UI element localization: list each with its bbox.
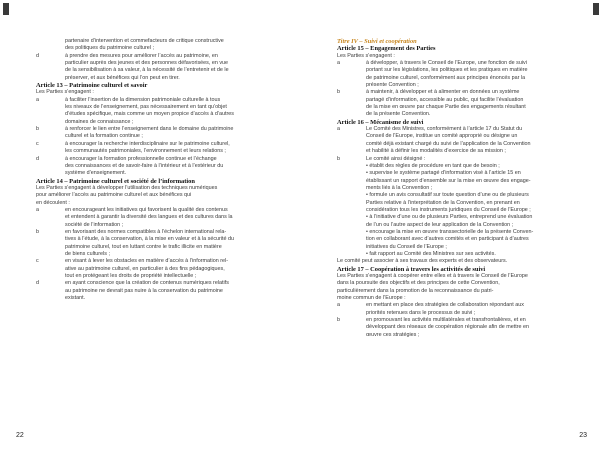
text-line: les niveaux de l’enseignement, pas nécessairement en tant qu’objet xyxy=(65,104,227,111)
list-marker: c xyxy=(36,258,39,265)
paragraph xyxy=(36,89,272,96)
paragraph xyxy=(337,273,577,302)
list-item-body xyxy=(348,89,577,118)
list-item-body xyxy=(348,302,577,317)
list-item-body xyxy=(47,156,272,178)
list-item-body xyxy=(348,60,577,89)
list-item xyxy=(36,207,272,229)
text-line: comité déjà existant chargé du suivi de l’application de la Convention xyxy=(366,140,531,147)
list-item-body xyxy=(47,53,272,82)
text-line: les communautés patrimoniales, l’environnement et leurs relations ; xyxy=(65,148,226,155)
list-marker: b xyxy=(36,228,39,235)
list-marker: a xyxy=(36,206,39,213)
text-line: établissant un rapport d’ensemble sur la mise en œuvre des engage- xyxy=(366,177,531,184)
text-line: de biens culturels ; xyxy=(65,250,110,257)
list-item-body xyxy=(348,156,577,259)
text-line: en visant à lever les obstacles en matière d’accès à l’information rel- xyxy=(65,258,228,265)
text-line: • à l’initiative d’une ou de plusieurs Parties, entreprend une évaluation xyxy=(366,214,533,221)
text-line: Les Parties s’engagent : xyxy=(337,52,395,59)
text-line: Le comité peut associer à ses travaux des experts et des observateurs. xyxy=(337,258,508,265)
list-marker: b xyxy=(337,89,340,96)
list-marker: b xyxy=(337,155,340,162)
page-edge-marker xyxy=(593,3,599,15)
list-item xyxy=(36,38,272,53)
list-item-body xyxy=(47,97,272,126)
right-page xyxy=(301,0,602,454)
text-line: à encourager la formation professionnelle continue et l’échange xyxy=(65,155,217,162)
text-line: au patrimoine ne devrait pas nuire à la conservation du patrimoine xyxy=(65,287,223,294)
list-item xyxy=(36,53,272,82)
text-line: à développer, à travers le Conseil de l’Europe, une fonction de suivi xyxy=(366,60,527,67)
list-item-body xyxy=(47,229,272,258)
list-item xyxy=(337,156,577,259)
paragraph xyxy=(337,258,577,265)
list-marker: c xyxy=(36,140,39,147)
text-line: développant des réseaux de coopération régionale afin de mettre en xyxy=(366,324,530,331)
text-line: Les Parties s’engagent : xyxy=(36,89,94,96)
text-line: • supervise le système partagé d’information visé à l’article 15 en xyxy=(366,170,521,177)
text-line: pour améliorer l’accès au patrimoine culturel et aux bénéfices qui xyxy=(36,192,192,199)
text-line: • encourage la mise en œuvre transsectorielle de la présente Conven- xyxy=(366,228,534,235)
text-line: de la mise en œuvre par chaque Partie des engagements résultant xyxy=(366,104,526,111)
paragraph xyxy=(36,185,272,207)
text-line: partenaire d’intervention et commefacteurs de critique constructive xyxy=(65,38,224,44)
list-marker: a xyxy=(337,126,340,133)
text-line: tion en collaborant avec d’autres comités et en participant à d’autres xyxy=(366,236,529,243)
text-line: Conseil de l’Europe, institue un comité approprié ou désigne un xyxy=(366,133,518,140)
text-line: particulièrement dans la promotion de la reconnaissance du patri- xyxy=(337,287,494,294)
text-line: • formule un avis consultatif sur toute question d’une ou de plusieurs xyxy=(366,192,529,199)
list-marker: d xyxy=(36,280,39,287)
list-item-body xyxy=(47,207,272,229)
list-marker: a xyxy=(337,60,340,67)
text-line: existant. xyxy=(65,295,86,302)
text-line: ative au patrimoine culturel, en particulier à des fins pédagogiques, xyxy=(65,265,225,272)
text-line: Les Parties s’engagent à développer l’utilisation des techniques numériques xyxy=(36,184,218,191)
section-title: Titre IV – Suivi et coopération xyxy=(337,38,417,45)
list-marker: a xyxy=(36,96,39,103)
text-line: à maintenir, à développer et à alimenter en données un système xyxy=(366,89,520,96)
text-line: tives à l’étude, à la conservation, à la mise en valeur et à la sécurité du xyxy=(65,236,234,243)
text-line: Parties relative à l’interprétation de la Convention, en prenant en xyxy=(366,199,520,206)
text-line: Le comité ainsi désigné : xyxy=(366,155,426,162)
page-number: 22 xyxy=(16,432,24,439)
list-item xyxy=(337,317,577,339)
text-line: • fait rapport au Comité des Ministres sur ses activités. xyxy=(366,250,496,257)
article-heading: Article 13 – Patrimoine culturel et savoir xyxy=(36,82,148,90)
list-item xyxy=(36,258,272,280)
text-line: de l’un ou l’autre aspect de leur application de la Convention ; xyxy=(366,221,514,228)
list-item xyxy=(36,156,272,178)
article-heading: Article 14 – Patrimoine culturel et société de l’information xyxy=(36,177,195,185)
text-line: • établit des règles de procédure en tant que de besoin ; xyxy=(366,162,500,169)
text-line: et habilité à définir les modalités d’exercice de sa mission ; xyxy=(366,148,506,155)
list-item xyxy=(36,126,272,141)
text-line: des connaissances et de savoir-faire à l’intérieur et à l’extérieur du xyxy=(65,162,224,169)
left-column xyxy=(36,38,272,302)
text-line: en encourageant les initiatives qui favorisent la qualité des contenus xyxy=(65,206,228,213)
text-line: en favorisant des normes compatibles à l’échelon international rela- xyxy=(65,228,227,235)
text-line: à renforcer le lien entre l’enseignement dans le domaine du patrimoine xyxy=(65,126,234,133)
list-item-body xyxy=(47,258,272,280)
text-line: à faciliter l’insertion de la dimension patrimoniale culturelle à tous xyxy=(65,96,221,103)
list-item xyxy=(337,302,577,317)
article-heading: Article 17 – Coopération à travers les activités de suivi xyxy=(337,265,486,273)
text-line: initiatives du Conseil de l’Europe ; xyxy=(366,243,447,250)
text-line: de patrimoine culturel, conformément aux principes énoncés par la xyxy=(366,74,526,81)
list-item xyxy=(337,126,577,155)
text-line: en ayant conscience que la création de contenus numériques relatifs xyxy=(65,280,229,287)
list-item-body xyxy=(47,141,272,156)
right-column xyxy=(337,38,577,339)
list-marker: d xyxy=(36,52,39,59)
list-item xyxy=(36,141,272,156)
list-item xyxy=(36,280,272,302)
text-line: en découlent : xyxy=(36,199,70,206)
text-line: culturel et la formation continue ; xyxy=(65,133,143,140)
list-marker: a xyxy=(337,302,340,309)
list-item xyxy=(337,60,577,89)
text-line: et entendent à garantir la diversité des langues et des cultures dans la xyxy=(65,214,233,221)
text-line: à prendre des mesures pour améliorer l’accès au patrimoine, en xyxy=(65,52,218,59)
text-line: préserver, et aux bénéfices qui l’on peut en tirer. xyxy=(65,74,180,81)
list-item-body xyxy=(348,126,577,155)
list-marker: b xyxy=(36,126,39,133)
list-item xyxy=(36,229,272,258)
text-line: système d’enseignement. xyxy=(65,170,127,177)
list-item-body xyxy=(47,280,272,302)
page-edge-marker xyxy=(3,3,9,15)
list-item-body xyxy=(47,126,272,141)
text-line: patrimoine culturel, tout en luttant contre le trafic illicite en matière xyxy=(65,243,222,250)
text-line: domaines de connaissance ; xyxy=(65,118,134,125)
text-line: moine commun de l’Europe : xyxy=(337,295,406,302)
text-line: œuvre ces stratégies ; xyxy=(366,331,420,338)
text-line: particulier auprès des jeunes et des personnes défavorisées, en vue xyxy=(65,60,229,67)
text-line: de la sensibilisation à sa valeur, à la nécessité de l’entretenir et de le xyxy=(65,67,229,74)
text-line: tout en protégeant les droits de propriété intellectuelle ; xyxy=(65,273,197,279)
list-item-body xyxy=(348,317,577,339)
text-line: priorités retenues dans le processus de suivi ; xyxy=(366,309,476,316)
text-line: portant sur les législations, les politiques et les pratiques en matière xyxy=(366,67,528,74)
list-marker: d xyxy=(36,155,39,162)
text-line: en promouvant les activités multilatérales et transfrontalières, et en xyxy=(366,317,526,324)
list-item xyxy=(36,97,272,126)
text-line: société de l’information ; xyxy=(65,221,124,228)
text-line: dans la poursuite des objectifs et des principes de cette Convention, xyxy=(337,280,500,287)
text-line: en mettant en place des stratégies de collaboration répondant aux xyxy=(366,302,524,309)
list-marker: b xyxy=(337,317,340,324)
article-heading: Article 16 – Mécanisme de suivi xyxy=(337,118,424,126)
list-item-body xyxy=(47,38,272,53)
text-line: présente Convention ; xyxy=(366,82,419,89)
text-line: des politiques du patrimoine culturel ; xyxy=(65,45,154,52)
list-item xyxy=(337,89,577,118)
text-line: partagé d’information, accessible au public, qui facilite l’évaluation xyxy=(366,96,524,103)
text-line: Le Comité des Ministres, conformément à l’article 17 du Statut du xyxy=(366,126,523,133)
text-line: Les Parties s’engagent à coopérer entre elles et à travers le Conseil de l’Europe xyxy=(337,273,528,279)
article-heading: Article 15 – Engagement des Parties xyxy=(337,45,436,53)
text-line: à encourager la recherche interdisciplinaire sur le patrimoine culturel, xyxy=(65,140,230,147)
text-line: considération tous les instruments juridiques du Conseil de l’Europe ; xyxy=(366,206,531,213)
paragraph xyxy=(337,53,577,60)
text-line: de la présente Convention. xyxy=(366,111,431,118)
text-line: d’études spécifique, mais comme un moyen propice d’accès à d’autres xyxy=(65,111,234,118)
page-number: 23 xyxy=(579,432,587,439)
text-line: ments liés à la Convention ; xyxy=(366,184,433,191)
